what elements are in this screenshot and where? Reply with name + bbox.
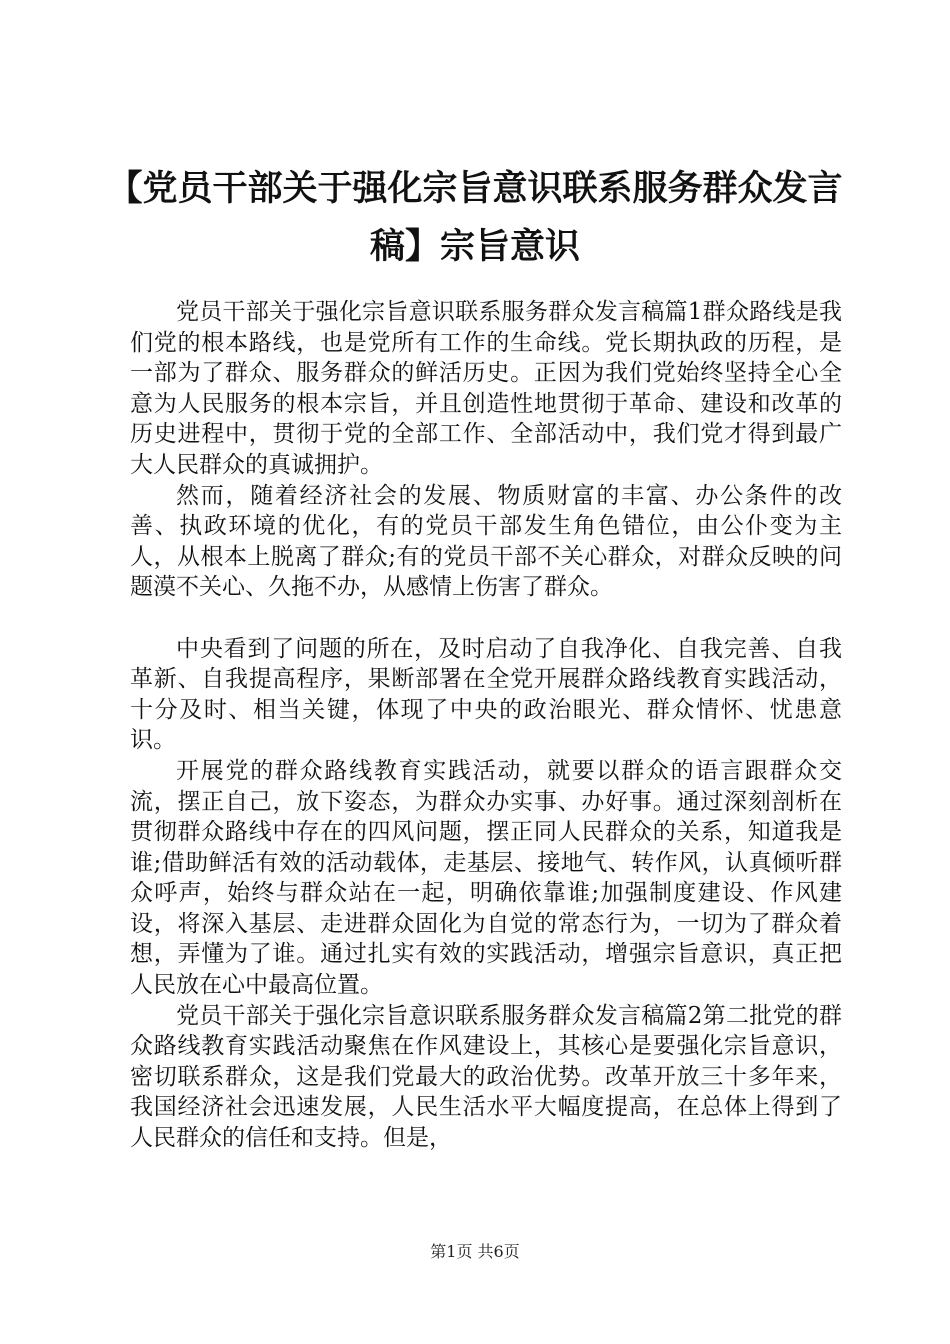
paragraph-4: 开展党的群众路线教育实践活动，就要以群众的语言跟群众交流，摆正自己，放下姿态，为群众办实事、办好事。通过深刻剖析在贯彻群众路线中存在的四风问题，摆正同人民群众的关系，知道我是谁;借助鲜活有效的活动载体，走基层、接地气、转作风，认真倾听群众呼声，始终与群众站在一起，明确依靠谁;加强制度建设、作风建设，将深入基层、走进群众固化为自觉的常态行为，一切为了群众着想，弄懂为了谁。通过扎实有效的实践活动，增强宗旨意识，真正把人民放在心中最高位置。 [130,757,842,999]
paragraph-3: 中央看到了问题的所在，及时启动了自我净化、自我完善、自我革新、自我提高程序，果断部署在全党开展群众路线教育实践活动，十分及时、相当关键，体现了中央的政治眼光、群众情怀、忧患意识。 [130,635,842,754]
document-title: 【党员干部关于强化宗旨意识联系服务群众发言稿】宗旨意识 [107,169,843,267]
paragraph-2: 然而，随着经济社会的发展、物质财富的丰富、办公条件的改善、执政环境的优化，有的党员干部发生角色错位，由公仆变为主人，从根本上脱离了群众;有的党员干部不关心群众，对群众反映的问题漠不关心、久拖不办，从感情上伤害了群众。 [130,482,842,601]
paragraph-5: 党员干部关于强化宗旨意识联系服务群众发言稿篇2第二批党的群众路线教育实践活动聚焦在作风建设上，其核心是要强化宗旨意识，密切联系群众，这是我们党最大的政治优势。改革开放三十多年来，我国经济社会迅速发展，人民生活水平大幅度提高，在总体上得到了人民群众的信任和支持。但是， [130,1002,842,1152]
document-body [130,297,842,1154]
paragraph-1: 党员干部关于强化宗旨意识联系服务群众发言稿篇1群众路线是我们党的根本路线，也是党所有工作的生命线。党长期执政的历程，是一部为了群众、服务群众的鲜活历史。正因为我们党始终坚持全心全意为人民服务的根本宗旨，并且创造性地贯彻于革命、建设和改革的历史进程中，贯彻于党的全部工作、全部活动中，我们党才得到最广大人民群众的真诚拥护。 [130,299,842,478]
page-number-footer: 第1页 共6页 [430,1242,520,1261]
